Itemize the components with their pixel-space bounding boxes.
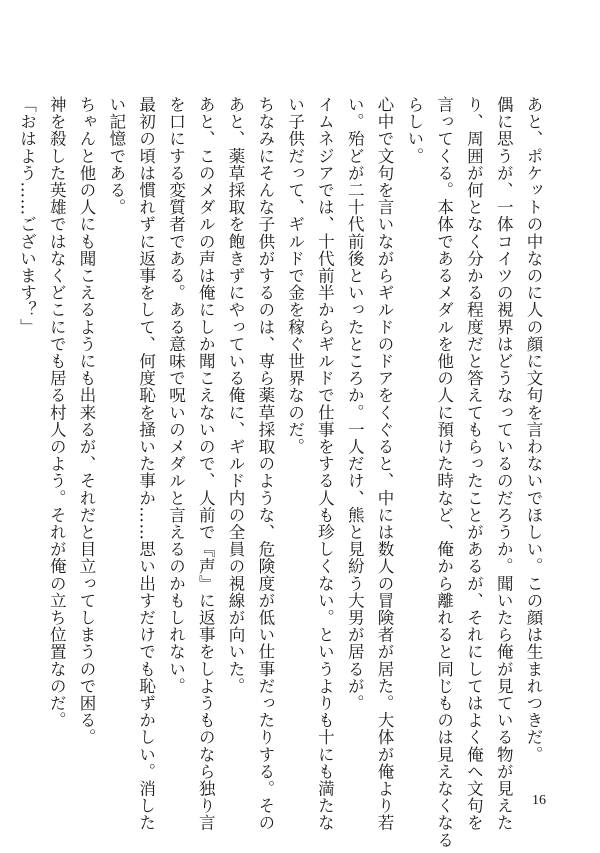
text-line: あと、ポケットの中なのに人の顔に文句を言わないでほしい。この顔は生まれつきだ。 [524,96,543,763]
text-line: り、周囲が何となく分かる程度だと答えてもらったことがあるが、それにしてはよく俺へ文句を [464,96,484,832]
text-line: 偶に思うが、一体コイツの視界はどうなっているのだろうか。聞いたら俺が見ている物が見えた [494,96,514,832]
text-line: 言ってくる。本体であるメダルを他の人に預けた時など、俺から離れると同じものは見えなくなる [434,96,454,849]
text-line: ちゃんと他の人にも聞こえるようにも出来るが、それだと目立ってしまうので困る。 [77,96,97,746]
text-line: らしい。 [404,96,424,165]
text-line: い子供だって、ギルドで金を稼ぐ世界なのだ。 [285,96,305,456]
text-line: ちなみにそんな子供がするのは、専ら薬草採取のような、危険度が低い仕事だったりする。その [255,96,275,832]
text-line: 神を殺した英雄ではなくどこにでも居る村人のよう。それが俺の立ち位置なのだ。 [47,96,67,729]
text-line: 最初の頃は慣れずに返事をして、何度恥を掻いた事か……思い出すだけでも恥ずかしい。消した [136,96,156,832]
text-line: あと、薬草採取を飽きずにやっている俺に、ギルド内の全員の視線が向いた。 [226,96,246,695]
text-line: 心中で文句を言いながらギルドのドアをくぐると、中には数人の冒険者が居た。大体が俺より若 [375,96,395,832]
text-line: 「おはよう……ございます？」 [17,96,37,336]
text-line: あと、このメダルの声は俺にしか聞こえないので、人前で『声』に返事をしようものなら独り言 [196,96,216,832]
text-line: い記憶である。 [106,96,126,216]
text-line: イムネジアでは、十代前半からギルドで仕事をする人も珍しくない。というよりも十にも満たな [315,96,335,832]
text-line: い。殆どが二十代前後といったところか。一人だけ、熊と見紛う大男が居るが。 [345,96,365,712]
text-line: を口にする変質者である。ある意味で呪いのメダルと言えるのかもしれない。 [166,96,186,695]
page-number: 16 [532,793,546,808]
